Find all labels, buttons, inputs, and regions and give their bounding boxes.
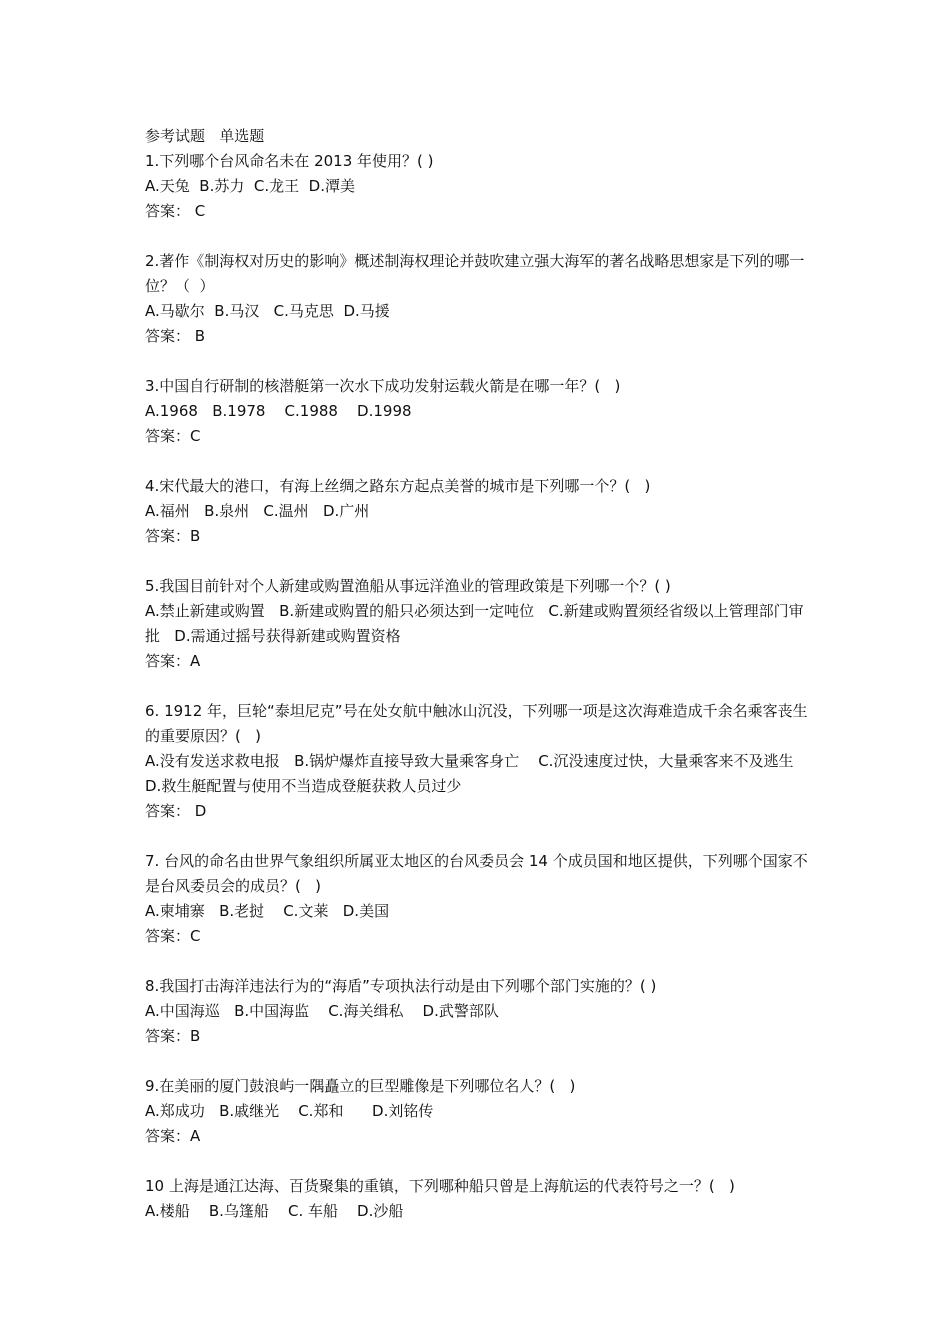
question-answer: 答案：C — [145, 927, 201, 945]
question-block-4 — [145, 474, 810, 549]
question-text: 3.中国自行研制的核潜艇第一次水下成功发射运载火箭是在哪一年？( ) — [145, 377, 621, 395]
question-text: 1.下列哪个台风命名未在 2013 年使用？( ) — [145, 152, 434, 170]
spacer — [145, 224, 810, 249]
question-text: 9.在美丽的厦门鼓浪屿一隅矗立的巨型雕像是下列哪位名人？( ) — [145, 1077, 576, 1095]
question-text: 8.我国打击海洋违法行为的“海盾”专项执法行动是由下列哪个部门实施的？( ) — [145, 977, 657, 995]
spacer — [145, 674, 810, 699]
document-content — [145, 124, 810, 1224]
question-block-8 — [145, 974, 810, 1049]
question-text: 6. 1912 年，巨轮“泰坦尼克”号在处女航中触冰山沉没，下列哪一项是这次海难造成千余名乘客丧生的重要原因？( ) — [145, 702, 808, 745]
spacer — [145, 349, 810, 374]
question-block-1 — [145, 149, 810, 224]
question-options: A.柬埔寨 B.老挝 C.文莱 D.美国 — [145, 902, 390, 920]
question-block-2 — [145, 249, 810, 349]
question-options: A.中国海巡 B.中国海监 C.海关缉私 D.武警部队 — [145, 1002, 499, 1020]
question-answer: 答案：A — [145, 1127, 201, 1145]
spacer — [145, 949, 810, 974]
spacer — [145, 549, 810, 574]
question-block-9 — [145, 1074, 810, 1149]
question-answer: 答案：C — [145, 427, 201, 445]
question-answer: 答案： D — [145, 802, 207, 820]
document-header: 参考试题 单选题 — [145, 127, 265, 145]
question-answer: 答案：A — [145, 652, 201, 670]
spacer — [145, 1149, 810, 1174]
question-options: A.福州 B.泉州 C.温州 D.广州 — [145, 502, 370, 520]
question-answer: 答案：B — [145, 527, 201, 545]
spacer — [145, 449, 810, 474]
question-block-3 — [145, 374, 810, 449]
question-options: A.马歇尔 B.马汉 C.马克思 D.马援 — [145, 302, 390, 320]
question-block-6 — [145, 699, 810, 824]
question-text: 10 上海是通江达海、百货聚集的重镇，下列哪种船只曾是上海航运的代表符号之一？( ) — [145, 1177, 735, 1195]
spacer — [145, 1049, 810, 1074]
question-text: 4.宋代最大的港口，有海上丝绸之路东方起点美誉的城市是下列哪一个？( ) — [145, 477, 651, 495]
question-block-5 — [145, 574, 810, 674]
question-options: A.天兔 B.苏力 C.龙王 D.潭美 — [145, 177, 355, 195]
spacer — [145, 824, 810, 849]
question-options: A.没有发送求救电报 B.锅炉爆炸直接导致大量乘客身亡 C.沉没速度过快，大量乘客来不及逃生 D.救生艇配置与使用不当造成登艇获救人员过少 — [145, 752, 808, 795]
question-answer: 答案： C — [145, 202, 206, 220]
question-answer: 答案：B — [145, 1027, 201, 1045]
question-text: 2.著作《制海权对历史的影响》概述制海权理论并鼓吹建立强大海军的著名战略思想家是下列的哪一位？（ ） — [145, 252, 805, 295]
question-options: A.楼船 B.乌篷船 C. 车船 D.沙船 — [145, 1202, 404, 1220]
question-text: 5.我国目前针对个人新建或购置渔船从事远洋渔业的管理政策是下列哪一个？( ) — [145, 577, 671, 595]
question-options: A.禁止新建或购置 B.新建或购置的船只必须达到一定吨位 C.新建或购置须经省级以上管理部门审批 D.需通过摇号获得新建或购置资格 — [145, 602, 804, 645]
question-block-10 — [145, 1174, 810, 1224]
question-text: 7. 台风的命名由世界气象组织所属亚太地区的台风委员会 14 个成员国和地区提供，下列哪个国家不是台风委员会的成员？( ) — [145, 852, 808, 895]
question-options: A.郑成功 B.戚继光 C.郑和 D.刘铭传 — [145, 1102, 434, 1120]
question-options: A.1968 B.1978 C.1988 D.1998 — [145, 402, 412, 420]
question-block-7 — [145, 849, 810, 949]
question-answer: 答案： B — [145, 327, 206, 345]
